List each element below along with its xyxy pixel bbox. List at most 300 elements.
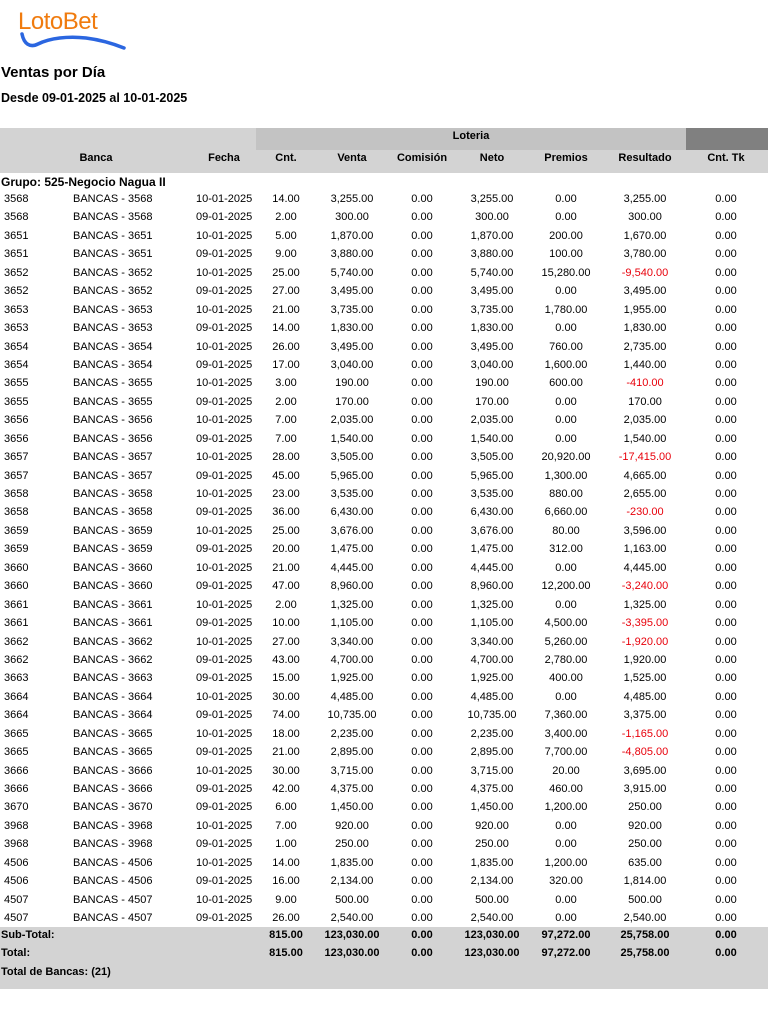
cell-venta: 3,040.00 xyxy=(330,358,374,371)
table-row xyxy=(0,283,768,301)
total-cnt-tk: 0.00 xyxy=(715,947,737,959)
cell-banca-id: 3657 xyxy=(4,451,29,464)
cell-banca-name: BANCAS - 3568 xyxy=(73,193,153,205)
cell-banca-name: BANCAS - 3652 xyxy=(73,266,153,279)
table-row xyxy=(0,597,768,615)
cell-resultado: 3,255.00 xyxy=(623,193,667,205)
cell-banca-name: BANCAS - 3662 xyxy=(73,653,153,666)
subtotal-resultado: 25,758.00 xyxy=(620,929,670,941)
cell-cnt: 7.00 xyxy=(275,819,297,832)
cell-neto: 4,485.00 xyxy=(470,690,514,703)
table-row xyxy=(0,578,768,596)
cell-banca-id: 3663 xyxy=(4,672,29,685)
cell-neto: 5,740.00 xyxy=(470,266,514,279)
cell-venta: 4,700.00 xyxy=(330,653,374,666)
cell-neto: 3,880.00 xyxy=(470,248,514,261)
cell-comision: 0.00 xyxy=(411,358,433,371)
cell-banca-name: BANCAS - 3661 xyxy=(73,598,153,611)
cell-premios: 100.00 xyxy=(549,248,583,261)
table-row xyxy=(0,375,768,393)
table-row xyxy=(0,855,768,873)
col-header-fecha: Fecha xyxy=(208,152,240,164)
cell-venta: 1,105.00 xyxy=(330,617,374,630)
cell-comision: 0.00 xyxy=(411,783,433,795)
table-row xyxy=(0,744,768,762)
cell-resultado: 1,440.00 xyxy=(623,358,667,371)
lotobet-logo xyxy=(16,8,128,56)
cell-premios: 0.00 xyxy=(555,838,577,851)
cell-resultado: -9,540.00 xyxy=(621,266,669,279)
cell-cnt: 5.00 xyxy=(275,229,297,242)
cell-premios: 0.00 xyxy=(555,690,577,703)
cell-neto: 1,325.00 xyxy=(470,598,514,611)
cell-banca-id: 3658 xyxy=(4,488,29,500)
cell-cnt-tk: 0.00 xyxy=(715,653,737,666)
cell-cnt: 47.00 xyxy=(272,580,300,593)
cell-fecha: 09-01-2025 xyxy=(196,746,253,759)
cell-comision: 0.00 xyxy=(411,451,433,464)
cell-comision: 0.00 xyxy=(411,875,433,888)
cell-venta: 2,540.00 xyxy=(330,912,374,925)
cell-resultado: -230.00 xyxy=(626,506,664,519)
cell-premios: 0.00 xyxy=(555,193,577,205)
subtotal-comision: 0.00 xyxy=(411,929,433,941)
cell-fecha: 09-01-2025 xyxy=(196,211,253,224)
cell-fecha: 10-01-2025 xyxy=(196,893,253,906)
cell-fecha: 10-01-2025 xyxy=(196,598,253,611)
col-header-premios: Premios xyxy=(544,152,588,164)
cell-resultado: 1,670.00 xyxy=(623,229,667,242)
table-row xyxy=(0,449,768,467)
loteria-group-header: Loteria xyxy=(452,130,490,142)
cell-neto: 3,040.00 xyxy=(470,358,514,371)
cell-resultado: -4,805.00 xyxy=(621,746,669,759)
cell-neto: 1,540.00 xyxy=(470,432,514,445)
cell-cnt: 21.00 xyxy=(272,746,300,759)
cell-cnt: 26.00 xyxy=(272,340,300,353)
cell-neto: 4,700.00 xyxy=(470,653,514,666)
cell-banca-name: BANCAS - 3661 xyxy=(73,617,153,630)
cell-cnt: 36.00 xyxy=(272,506,300,519)
cell-premios: 7,360.00 xyxy=(544,709,588,722)
cell-banca-id: 4506 xyxy=(4,856,29,869)
cell-banca-name: BANCAS - 3568 xyxy=(73,211,153,224)
table-row xyxy=(0,892,768,910)
subtotal-label: Sub-Total: xyxy=(1,929,55,941)
subtotal-cnt: 815.00 xyxy=(269,929,303,941)
cell-banca-name: BANCAS - 3656 xyxy=(73,432,153,445)
cell-cnt: 74.00 xyxy=(272,709,300,722)
cell-cnt-tk: 0.00 xyxy=(715,543,737,556)
table-row xyxy=(0,339,768,357)
cell-resultado: -410.00 xyxy=(626,377,664,390)
cell-neto: 6,430.00 xyxy=(470,506,514,519)
cell-cnt-tk: 0.00 xyxy=(715,358,737,371)
cell-neto: 1,105.00 xyxy=(470,617,514,630)
cell-cnt: 6.00 xyxy=(275,801,297,814)
col-header-cnt-tk: Cnt. Tk xyxy=(707,152,745,164)
cell-neto: 170.00 xyxy=(475,395,509,408)
cell-banca-id: 3657 xyxy=(4,469,29,482)
cell-banca-id: 3568 xyxy=(4,193,29,205)
cell-neto: 500.00 xyxy=(475,893,509,906)
cell-resultado: 1,830.00 xyxy=(623,322,667,335)
cell-neto: 5,965.00 xyxy=(470,469,514,482)
cell-cnt-tk: 0.00 xyxy=(715,266,737,279)
cell-banca-id: 3656 xyxy=(4,414,29,427)
cell-cnt-tk: 0.00 xyxy=(715,303,737,316)
cell-cnt: 9.00 xyxy=(275,248,297,261)
cell-comision: 0.00 xyxy=(411,690,433,703)
cell-resultado: 2,655.00 xyxy=(623,488,667,500)
cell-fecha: 10-01-2025 xyxy=(196,819,253,832)
cell-fecha: 10-01-2025 xyxy=(196,303,253,316)
cell-premios: 1,780.00 xyxy=(544,303,588,316)
cell-comision: 0.00 xyxy=(411,303,433,316)
cell-premios: 20.00 xyxy=(552,764,580,777)
cell-resultado: 3,375.00 xyxy=(623,709,667,722)
col-header-banca: Banca xyxy=(79,152,113,164)
cell-banca-id: 3662 xyxy=(4,635,29,648)
cell-resultado: 2,035.00 xyxy=(623,414,667,427)
cell-cnt-tk: 0.00 xyxy=(715,432,737,445)
cell-premios: 4,500.00 xyxy=(544,617,588,630)
cell-premios: 760.00 xyxy=(549,340,583,353)
cell-venta: 8,960.00 xyxy=(330,580,374,593)
cell-banca-id: 3666 xyxy=(4,783,29,795)
cell-venta: 170.00 xyxy=(335,395,369,408)
cell-neto: 3,505.00 xyxy=(470,451,514,464)
cell-banca-id: 3659 xyxy=(4,543,29,556)
cell-neto: 1,835.00 xyxy=(470,856,514,869)
cell-banca-name: BANCAS - 3968 xyxy=(73,838,153,851)
cell-neto: 2,035.00 xyxy=(470,414,514,427)
col-header-venta: Venta xyxy=(337,152,367,164)
cell-resultado: 250.00 xyxy=(628,838,662,851)
cell-banca-id: 3660 xyxy=(4,561,29,574)
cell-neto: 2,540.00 xyxy=(470,912,514,925)
cell-banca-name: BANCAS - 3662 xyxy=(73,635,153,648)
cell-cnt-tk: 0.00 xyxy=(715,838,737,851)
cell-resultado: -3,395.00 xyxy=(621,617,669,630)
cell-cnt: 9.00 xyxy=(275,893,297,906)
cell-fecha: 09-01-2025 xyxy=(196,506,253,519)
cell-fecha: 09-01-2025 xyxy=(196,875,253,888)
cell-resultado: 3,915.00 xyxy=(623,783,667,795)
cell-comision: 0.00 xyxy=(411,580,433,593)
cell-fecha: 09-01-2025 xyxy=(196,709,253,722)
cell-comision: 0.00 xyxy=(411,377,433,390)
total-neto: 123,030.00 xyxy=(464,947,520,959)
cell-banca-name: BANCAS - 3656 xyxy=(73,414,153,427)
cell-fecha: 09-01-2025 xyxy=(196,672,253,685)
cell-cnt-tk: 0.00 xyxy=(715,561,737,574)
cell-cnt-tk: 0.00 xyxy=(715,395,737,408)
cell-cnt-tk: 0.00 xyxy=(715,488,737,500)
cell-venta: 500.00 xyxy=(335,893,369,906)
cell-cnt-tk: 0.00 xyxy=(715,912,737,925)
cell-cnt: 10.00 xyxy=(272,617,300,630)
cell-venta: 3,535.00 xyxy=(330,488,374,500)
cell-cnt-tk: 0.00 xyxy=(715,506,737,519)
cell-banca-name: BANCAS - 3658 xyxy=(73,488,153,500)
table-row xyxy=(0,209,768,227)
cell-banca-name: BANCAS - 3660 xyxy=(73,561,153,574)
cell-cnt: 2.00 xyxy=(275,395,297,408)
cell-comision: 0.00 xyxy=(411,266,433,279)
cell-comision: 0.00 xyxy=(411,524,433,537)
cell-premios: 0.00 xyxy=(555,598,577,611)
cell-comision: 0.00 xyxy=(411,322,433,335)
cell-venta: 5,740.00 xyxy=(330,266,374,279)
cell-fecha: 09-01-2025 xyxy=(196,653,253,666)
cell-fecha: 09-01-2025 xyxy=(196,395,253,408)
cell-venta: 3,505.00 xyxy=(330,451,374,464)
cell-banca-id: 3659 xyxy=(4,524,29,537)
cell-banca-name: BANCAS - 3659 xyxy=(73,543,153,556)
cell-cnt-tk: 0.00 xyxy=(715,469,737,482)
cell-banca-id: 3670 xyxy=(4,801,29,814)
cell-banca-name: BANCAS - 4507 xyxy=(73,893,153,906)
cell-cnt-tk: 0.00 xyxy=(715,690,737,703)
cell-premios: 600.00 xyxy=(549,377,583,390)
cell-neto: 3,715.00 xyxy=(470,764,514,777)
col-header-cnt: Cnt. xyxy=(275,152,297,164)
logo-swoosh-icon xyxy=(16,30,128,56)
cell-resultado: 1,540.00 xyxy=(623,432,667,445)
header-band-right xyxy=(686,128,768,150)
cell-resultado: -3,240.00 xyxy=(621,580,669,593)
cell-fecha: 09-01-2025 xyxy=(196,322,253,335)
footer-band xyxy=(0,963,768,989)
cell-resultado: 2,735.00 xyxy=(623,340,667,353)
cell-comision: 0.00 xyxy=(411,395,433,408)
cell-banca-name: BANCAS - 3968 xyxy=(73,819,153,832)
cell-premios: 200.00 xyxy=(549,229,583,242)
cell-comision: 0.00 xyxy=(411,488,433,500)
total-row xyxy=(0,945,768,963)
cell-venta: 3,715.00 xyxy=(330,764,374,777)
cell-cnt-tk: 0.00 xyxy=(715,229,737,242)
table-row xyxy=(0,652,768,670)
table-row xyxy=(0,799,768,817)
cell-cnt: 45.00 xyxy=(272,469,300,482)
cell-cnt: 7.00 xyxy=(275,432,297,445)
cell-cnt-tk: 0.00 xyxy=(715,709,737,722)
cell-banca-id: 3654 xyxy=(4,340,29,353)
cell-premios: 0.00 xyxy=(555,285,577,298)
cell-banca-name: BANCAS - 3666 xyxy=(73,783,153,795)
cell-neto: 8,960.00 xyxy=(470,580,514,593)
total-premios: 97,272.00 xyxy=(541,947,591,959)
cell-resultado: 1,525.00 xyxy=(623,672,667,685)
cell-premios: 0.00 xyxy=(555,322,577,335)
cell-banca-id: 3658 xyxy=(4,506,29,519)
cell-premios: 1,200.00 xyxy=(544,801,588,814)
cell-premios: 460.00 xyxy=(549,783,583,795)
cell-neto: 3,495.00 xyxy=(470,285,514,298)
cell-venta: 3,735.00 xyxy=(330,303,374,316)
cell-cnt: 2.00 xyxy=(275,211,297,224)
table-row xyxy=(0,431,768,449)
cell-cnt: 1.00 xyxy=(275,838,297,851)
cell-neto: 4,445.00 xyxy=(470,561,514,574)
cell-neto: 10,735.00 xyxy=(467,709,517,722)
cell-premios: 400.00 xyxy=(549,672,583,685)
cell-comision: 0.00 xyxy=(411,506,433,519)
cell-cnt-tk: 0.00 xyxy=(715,377,737,390)
cell-resultado: 1,325.00 xyxy=(623,598,667,611)
table-row xyxy=(0,689,768,707)
cell-cnt-tk: 0.00 xyxy=(715,322,737,335)
cell-resultado: 1,163.00 xyxy=(623,543,667,556)
cell-cnt: 2.00 xyxy=(275,598,297,611)
cell-neto: 920.00 xyxy=(475,819,509,832)
cell-resultado: 3,695.00 xyxy=(623,764,667,777)
cell-premios: 5,260.00 xyxy=(544,635,588,648)
cell-resultado: 500.00 xyxy=(628,893,662,906)
cell-premios: 0.00 xyxy=(555,819,577,832)
cell-fecha: 09-01-2025 xyxy=(196,801,253,814)
table-row xyxy=(0,357,768,375)
cell-comision: 0.00 xyxy=(411,617,433,630)
cell-venta: 1,830.00 xyxy=(330,322,374,335)
cell-resultado: 250.00 xyxy=(628,801,662,814)
table-row xyxy=(0,486,768,504)
cell-venta: 190.00 xyxy=(335,377,369,390)
cell-banca-name: BANCAS - 3666 xyxy=(73,764,153,777)
table-row xyxy=(0,191,768,209)
cell-venta: 3,880.00 xyxy=(330,248,374,261)
cell-banca-name: BANCAS - 4507 xyxy=(73,912,153,925)
cell-resultado: 635.00 xyxy=(628,856,662,869)
cell-banca-id: 3651 xyxy=(4,229,29,242)
cell-premios: 6,660.00 xyxy=(544,506,588,519)
cell-resultado: 3,780.00 xyxy=(623,248,667,261)
cell-comision: 0.00 xyxy=(411,764,433,777)
cell-venta: 5,965.00 xyxy=(330,469,374,482)
cell-neto: 300.00 xyxy=(475,211,509,224)
cell-neto: 1,830.00 xyxy=(470,322,514,335)
cell-banca-id: 3656 xyxy=(4,432,29,445)
table-row xyxy=(0,615,768,633)
cell-venta: 3,495.00 xyxy=(330,340,374,353)
cell-cnt: 7.00 xyxy=(275,414,297,427)
cell-banca-id: 3660 xyxy=(4,580,29,593)
cell-cnt: 23.00 xyxy=(272,488,300,500)
cell-premios: 0.00 xyxy=(555,912,577,925)
table-row xyxy=(0,523,768,541)
cell-cnt-tk: 0.00 xyxy=(715,893,737,906)
cell-comision: 0.00 xyxy=(411,561,433,574)
table-row xyxy=(0,726,768,744)
cell-neto: 3,676.00 xyxy=(470,524,514,537)
cell-venta: 4,485.00 xyxy=(330,690,374,703)
cell-banca-name: BANCAS - 3665 xyxy=(73,727,153,740)
cell-fecha: 10-01-2025 xyxy=(196,193,253,205)
total-comision: 0.00 xyxy=(411,947,433,959)
cell-cnt: 21.00 xyxy=(272,561,300,574)
cell-cnt: 43.00 xyxy=(272,653,300,666)
cell-banca-id: 4507 xyxy=(4,912,29,925)
cell-cnt-tk: 0.00 xyxy=(715,875,737,888)
cell-comision: 0.00 xyxy=(411,211,433,224)
cell-banca-id: 3665 xyxy=(4,727,29,740)
cell-banca-name: BANCAS - 3653 xyxy=(73,303,153,316)
cell-neto: 3,495.00 xyxy=(470,340,514,353)
cell-neto: 4,375.00 xyxy=(470,783,514,795)
cell-venta: 4,375.00 xyxy=(330,783,374,795)
report-date-range: Desde 09-01-2025 al 10-01-2025 xyxy=(1,91,188,105)
cell-premios: 20,920.00 xyxy=(541,451,591,464)
subtotal-row xyxy=(0,927,768,945)
cell-banca-name: BANCAS - 3655 xyxy=(73,377,153,390)
cell-banca-id: 3665 xyxy=(4,746,29,759)
table-row xyxy=(0,781,768,799)
cell-venta: 920.00 xyxy=(335,819,369,832)
cell-banca-id: 3653 xyxy=(4,322,29,335)
cell-premios: 1,600.00 xyxy=(544,358,588,371)
cell-cnt: 25.00 xyxy=(272,266,300,279)
cell-venta: 2,134.00 xyxy=(330,875,374,888)
subtotal-neto: 123,030.00 xyxy=(464,929,520,941)
cell-resultado: 170.00 xyxy=(628,395,662,408)
cell-banca-id: 3654 xyxy=(4,358,29,371)
cell-comision: 0.00 xyxy=(411,838,433,851)
cell-banca-name: BANCAS - 3657 xyxy=(73,469,153,482)
cell-resultado: -17,415.00 xyxy=(618,451,672,464)
cell-banca-id: 3664 xyxy=(4,709,29,722)
cell-resultado: 300.00 xyxy=(628,211,662,224)
cell-banca-name: BANCAS - 3664 xyxy=(73,709,153,722)
cell-premios: 3,400.00 xyxy=(544,727,588,740)
cell-banca-name: BANCAS - 3651 xyxy=(73,248,153,261)
cell-banca-name: BANCAS - 3659 xyxy=(73,524,153,537)
total-cnt: 815.00 xyxy=(269,947,303,959)
cell-venta: 300.00 xyxy=(335,211,369,224)
logo-text: LotoBet xyxy=(18,8,98,35)
cell-cnt-tk: 0.00 xyxy=(715,819,737,832)
cell-banca-name: BANCAS - 3654 xyxy=(73,358,153,371)
cell-banca-name: BANCAS - 3665 xyxy=(73,746,153,759)
table-row xyxy=(0,836,768,854)
header-band-left xyxy=(0,128,256,150)
cell-banca-id: 3661 xyxy=(4,617,29,630)
cell-banca-name: BANCAS - 3658 xyxy=(73,506,153,519)
cell-premios: 15,280.00 xyxy=(541,266,591,279)
cell-banca-id: 3664 xyxy=(4,690,29,703)
cell-banca-name: BANCAS - 3654 xyxy=(73,340,153,353)
cell-cnt: 16.00 xyxy=(272,875,300,888)
cell-banca-name: BANCAS - 3653 xyxy=(73,322,153,335)
cell-neto: 3,535.00 xyxy=(470,488,514,500)
cell-cnt-tk: 0.00 xyxy=(715,211,737,224)
cell-cnt-tk: 0.00 xyxy=(715,764,737,777)
group-title: Grupo: 525-Negocio Nagua II xyxy=(1,175,166,189)
cell-resultado: 4,665.00 xyxy=(623,469,667,482)
cell-fecha: 10-01-2025 xyxy=(196,727,253,740)
cell-premios: 1,200.00 xyxy=(544,856,588,869)
cell-banca-name: BANCAS - 3660 xyxy=(73,580,153,593)
cell-fecha: 10-01-2025 xyxy=(196,414,253,427)
cell-banca-id: 3653 xyxy=(4,303,29,316)
cell-cnt-tk: 0.00 xyxy=(715,451,737,464)
total-bancas: Total de Bancas: (21) xyxy=(1,966,111,978)
cell-comision: 0.00 xyxy=(411,709,433,722)
cell-banca-id: 3655 xyxy=(4,395,29,408)
cell-fecha: 10-01-2025 xyxy=(196,451,253,464)
cell-neto: 1,475.00 xyxy=(470,543,514,556)
